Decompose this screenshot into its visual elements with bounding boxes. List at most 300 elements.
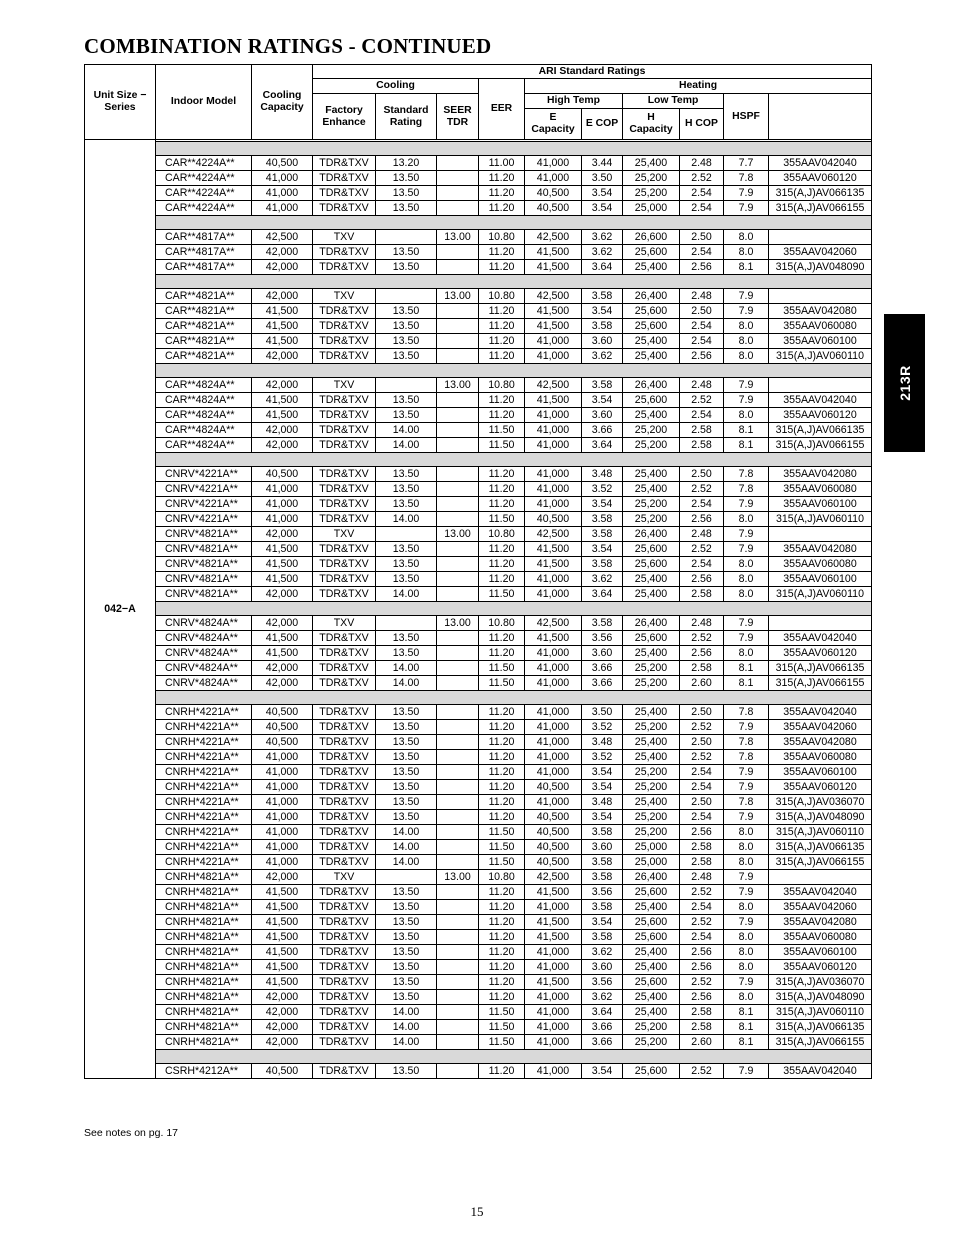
table-row xyxy=(85,900,872,915)
table-row xyxy=(85,467,872,482)
cell-eer: 11.20 xyxy=(479,930,525,945)
cell-e-cop: 3.60 xyxy=(582,408,623,423)
cell-hspf: 7.9 xyxy=(724,378,769,393)
cell-hspf: 7.9 xyxy=(724,393,769,408)
cell-seer-tdr xyxy=(437,334,479,349)
cell-standard-rating: 14.00 xyxy=(376,661,437,676)
cell-indoor-model: CAR**4824A** xyxy=(156,423,252,438)
cell-standard-rating: 13.50 xyxy=(376,572,437,587)
cell-e-capacity: 41,000 xyxy=(525,765,582,780)
cell-indoor-model: CNRH*4821A** xyxy=(156,945,252,960)
cell-h-capacity: 25,600 xyxy=(623,542,680,557)
cell-hspf: 7.9 xyxy=(724,497,769,512)
table-row xyxy=(85,945,872,960)
cell-cooling-capacity: 42,500 xyxy=(252,230,313,245)
cell-e-capacity: 41,000 xyxy=(525,676,582,691)
cell-hspf: 7.9 xyxy=(724,289,769,304)
cell-indoor-model: CAR**4821A** xyxy=(156,304,252,319)
cell-h-cop: 2.58 xyxy=(680,587,724,602)
cell-factory-enhance: TDR&TXV xyxy=(313,245,376,260)
cell-h-cop: 2.54 xyxy=(680,810,724,825)
cell-cooling-capacity: 40,500 xyxy=(252,1064,313,1079)
cell-h-cop: 2.54 xyxy=(680,201,724,216)
cell-h-capacity: 25,000 xyxy=(623,201,680,216)
cell-eer: 10.80 xyxy=(479,378,525,393)
cell-furnace-model xyxy=(769,870,872,885)
cell-eer: 11.20 xyxy=(479,720,525,735)
cell-standard-rating xyxy=(376,230,437,245)
cell-h-capacity: 25,400 xyxy=(623,646,680,661)
cell-eer: 11.20 xyxy=(479,960,525,975)
cell-furnace-model: 315(A,J)AV048090 xyxy=(769,810,872,825)
cell-indoor-model: CSRH*4212A** xyxy=(156,1064,252,1079)
cell-indoor-model: CAR**4824A** xyxy=(156,393,252,408)
cell-furnace-model: 355AAV060120 xyxy=(769,960,872,975)
cell-hspf: 8.1 xyxy=(724,1035,769,1050)
cell-cooling-capacity: 41,500 xyxy=(252,572,313,587)
cell-h-cop: 2.48 xyxy=(680,616,724,631)
cell-h-cop: 2.54 xyxy=(680,765,724,780)
table-row xyxy=(85,408,872,423)
cell-h-capacity: 25,200 xyxy=(623,825,680,840)
cell-h-capacity: 25,600 xyxy=(623,319,680,334)
cell-cooling-capacity: 42,000 xyxy=(252,587,313,602)
cell-e-capacity: 42,500 xyxy=(525,289,582,304)
cell-e-capacity: 41,000 xyxy=(525,497,582,512)
cell-hspf: 8.0 xyxy=(724,945,769,960)
cell-h-capacity: 25,400 xyxy=(623,572,680,587)
cell-hspf: 8.1 xyxy=(724,661,769,676)
cell-e-cop: 3.54 xyxy=(582,765,623,780)
cell-h-capacity: 26,400 xyxy=(623,289,680,304)
cell-e-cop: 3.54 xyxy=(582,810,623,825)
cell-eer: 11.20 xyxy=(479,750,525,765)
cell-eer: 11.50 xyxy=(479,1035,525,1050)
cell-h-cop: 2.54 xyxy=(680,557,724,572)
cell-cooling-capacity: 42,000 xyxy=(252,289,313,304)
cell-indoor-model: CNRH*4821A** xyxy=(156,975,252,990)
cell-standard-rating: 13.50 xyxy=(376,304,437,319)
cell-standard-rating: 13.50 xyxy=(376,900,437,915)
cell-factory-enhance: TXV xyxy=(313,616,376,631)
cell-standard-rating: 13.50 xyxy=(376,646,437,661)
cell-e-cop: 3.56 xyxy=(582,975,623,990)
cell-e-capacity: 40,500 xyxy=(525,186,582,201)
cell-factory-enhance: TDR&TXV xyxy=(313,631,376,646)
cell-seer-tdr xyxy=(437,795,479,810)
page-title: COMBINATION RATINGS - CONTINUED xyxy=(84,34,492,58)
cell-hspf: 7.9 xyxy=(724,810,769,825)
cell-furnace-model: 355AAV060120 xyxy=(769,408,872,423)
cell-seer-tdr xyxy=(437,661,479,676)
cell-standard-rating: 13.50 xyxy=(376,334,437,349)
cell-e-cop: 3.66 xyxy=(582,676,623,691)
cell-standard-rating: 13.50 xyxy=(376,631,437,646)
cell-e-capacity: 41,500 xyxy=(525,631,582,646)
cell-indoor-model: CAR**4224A** xyxy=(156,201,252,216)
cell-eer: 11.20 xyxy=(479,765,525,780)
cell-h-capacity: 25,400 xyxy=(623,587,680,602)
cell-factory-enhance: TXV xyxy=(313,230,376,245)
cell-furnace-model: 355AAV042040 xyxy=(769,393,872,408)
table-row xyxy=(85,438,872,453)
cell-indoor-model: CNRH*4221A** xyxy=(156,825,252,840)
cell-seer-tdr xyxy=(437,245,479,260)
cell-e-capacity: 40,500 xyxy=(525,855,582,870)
notes-reference: See notes on pg. 17 xyxy=(84,1127,178,1139)
table-row xyxy=(85,289,872,304)
cell-h-cop: 2.58 xyxy=(680,855,724,870)
cell-cooling-capacity: 41,000 xyxy=(252,840,313,855)
cell-e-capacity: 41,500 xyxy=(525,245,582,260)
table-row xyxy=(85,705,872,720)
cell-standard-rating: 13.20 xyxy=(376,156,437,171)
cell-hspf: 7.9 xyxy=(724,720,769,735)
cell-factory-enhance: TDR&TXV xyxy=(313,349,376,364)
table-row xyxy=(85,304,872,319)
cell-factory-enhance: TDR&TXV xyxy=(313,1064,376,1079)
cell-indoor-model: CNRV*4221A** xyxy=(156,482,252,497)
section-tab-label: 213R xyxy=(896,365,913,401)
cell-seer-tdr xyxy=(437,720,479,735)
cell-h-capacity: 25,200 xyxy=(623,720,680,735)
cell-cooling-capacity: 41,500 xyxy=(252,945,313,960)
cell-hspf: 8.0 xyxy=(724,557,769,572)
cell-eer: 11.20 xyxy=(479,482,525,497)
cell-e-capacity: 40,500 xyxy=(525,810,582,825)
cell-hspf: 7.8 xyxy=(724,171,769,186)
cell-furnace-model: 355AAV060120 xyxy=(769,646,872,661)
cell-seer-tdr: 13.00 xyxy=(437,527,479,542)
cell-hspf: 7.9 xyxy=(724,201,769,216)
cell-standard-rating: 13.50 xyxy=(376,960,437,975)
cell-hspf: 7.9 xyxy=(724,765,769,780)
cell-e-capacity: 41,500 xyxy=(525,304,582,319)
cell-indoor-model: CNRH*4821A** xyxy=(156,915,252,930)
cell-factory-enhance: TDR&TXV xyxy=(313,975,376,990)
cell-eer: 11.50 xyxy=(479,512,525,527)
cell-standard-rating: 13.50 xyxy=(376,482,437,497)
cell-e-capacity: 40,500 xyxy=(525,825,582,840)
cell-eer: 11.20 xyxy=(479,334,525,349)
cell-standard-rating xyxy=(376,870,437,885)
cell-eer: 11.20 xyxy=(479,945,525,960)
cell-e-cop: 3.58 xyxy=(582,825,623,840)
header-factory-enhance: Factory Enhance xyxy=(313,94,376,140)
cell-hspf: 8.1 xyxy=(724,676,769,691)
cell-h-capacity: 25,200 xyxy=(623,1020,680,1035)
cell-indoor-model: CNRV*4221A** xyxy=(156,512,252,527)
cell-e-capacity: 41,000 xyxy=(525,467,582,482)
table-row xyxy=(85,201,872,216)
cell-cooling-capacity: 42,000 xyxy=(252,990,313,1005)
cell-e-capacity: 41,000 xyxy=(525,990,582,1005)
cell-hspf: 8.0 xyxy=(724,512,769,527)
cell-e-cop: 3.54 xyxy=(582,201,623,216)
cell-furnace-model: 355AAV042040 xyxy=(769,156,872,171)
table-row xyxy=(85,260,872,275)
cell-cooling-capacity: 41,000 xyxy=(252,482,313,497)
cell-h-cop: 2.58 xyxy=(680,1020,724,1035)
cell-e-capacity: 41,500 xyxy=(525,915,582,930)
cell-h-capacity: 25,200 xyxy=(623,661,680,676)
cell-seer-tdr xyxy=(437,676,479,691)
cell-eer: 11.20 xyxy=(479,245,525,260)
cell-factory-enhance: TXV xyxy=(313,527,376,542)
cell-h-capacity: 25,000 xyxy=(623,840,680,855)
cell-standard-rating: 14.00 xyxy=(376,855,437,870)
cell-factory-enhance: TDR&TXV xyxy=(313,482,376,497)
cell-eer: 11.50 xyxy=(479,423,525,438)
cell-factory-enhance: TDR&TXV xyxy=(313,765,376,780)
cell-factory-enhance: TDR&TXV xyxy=(313,393,376,408)
cell-eer: 11.20 xyxy=(479,304,525,319)
cell-standard-rating: 14.00 xyxy=(376,512,437,527)
cell-e-cop: 3.64 xyxy=(582,587,623,602)
cell-indoor-model: CNRV*4824A** xyxy=(156,661,252,676)
header-low-temp: Low Temp xyxy=(623,94,724,109)
cell-e-cop: 3.58 xyxy=(582,855,623,870)
cell-cooling-capacity: 41,500 xyxy=(252,900,313,915)
cell-e-capacity: 40,500 xyxy=(525,201,582,216)
cell-cooling-capacity: 40,500 xyxy=(252,705,313,720)
cell-seer-tdr xyxy=(437,1064,479,1079)
cell-eer: 11.20 xyxy=(479,186,525,201)
cell-e-cop: 3.54 xyxy=(582,304,623,319)
cell-standard-rating: 13.50 xyxy=(376,975,437,990)
cell-h-capacity: 25,400 xyxy=(623,705,680,720)
cell-standard-rating: 13.50 xyxy=(376,245,437,260)
cell-e-cop: 3.48 xyxy=(582,467,623,482)
cell-standard-rating: 13.50 xyxy=(376,557,437,572)
cell-eer: 11.50 xyxy=(479,1020,525,1035)
cell-cooling-capacity: 41,500 xyxy=(252,975,313,990)
cell-h-capacity: 25,400 xyxy=(623,260,680,275)
cell-seer-tdr xyxy=(437,930,479,945)
cell-e-capacity: 41,500 xyxy=(525,393,582,408)
cell-furnace-model: 315(A,J)AV066155 xyxy=(769,201,872,216)
cell-e-cop: 3.60 xyxy=(582,840,623,855)
cell-h-cop: 2.56 xyxy=(680,960,724,975)
cell-h-capacity: 25,600 xyxy=(623,975,680,990)
cell-h-cop: 2.52 xyxy=(680,542,724,557)
cell-h-cop: 2.50 xyxy=(680,230,724,245)
cell-cooling-capacity: 41,500 xyxy=(252,930,313,945)
cell-seer-tdr xyxy=(437,467,479,482)
cell-h-cop: 2.54 xyxy=(680,930,724,945)
cell-furnace-model: 355AAV060080 xyxy=(769,750,872,765)
table-row xyxy=(85,1005,872,1020)
cell-cooling-capacity: 41,500 xyxy=(252,334,313,349)
cell-standard-rating: 13.50 xyxy=(376,467,437,482)
cell-hspf: 8.0 xyxy=(724,319,769,334)
cell-h-capacity: 25,400 xyxy=(623,408,680,423)
table-row xyxy=(85,646,872,661)
cell-furnace-model: 355AAV042060 xyxy=(769,720,872,735)
cell-hspf: 7.9 xyxy=(724,542,769,557)
cell-furnace-model: 355AAV042040 xyxy=(769,885,872,900)
cell-eer: 10.80 xyxy=(479,616,525,631)
cell-hspf: 7.7 xyxy=(724,156,769,171)
cell-standard-rating: 13.50 xyxy=(376,201,437,216)
cell-h-cop: 2.52 xyxy=(680,975,724,990)
cell-h-capacity: 25,600 xyxy=(623,245,680,260)
table-row xyxy=(85,915,872,930)
cell-e-cop: 3.48 xyxy=(582,735,623,750)
cell-cooling-capacity: 41,500 xyxy=(252,885,313,900)
cell-seer-tdr xyxy=(437,900,479,915)
cell-hspf: 8.0 xyxy=(724,572,769,587)
cell-h-cop: 2.58 xyxy=(680,1005,724,1020)
cell-hspf: 8.1 xyxy=(724,423,769,438)
cell-standard-rating xyxy=(376,378,437,393)
cell-h-cop: 2.48 xyxy=(680,527,724,542)
cell-h-capacity: 25,600 xyxy=(623,930,680,945)
table-row xyxy=(85,171,872,186)
cell-e-capacity: 40,500 xyxy=(525,840,582,855)
cell-indoor-model: CNRV*4821A** xyxy=(156,557,252,572)
cell-e-cop: 3.54 xyxy=(582,915,623,930)
cell-h-capacity: 25,400 xyxy=(623,467,680,482)
cell-h-capacity: 25,400 xyxy=(623,156,680,171)
cell-h-cop: 2.52 xyxy=(680,915,724,930)
cell-h-cop: 2.50 xyxy=(680,735,724,750)
table-row xyxy=(85,378,872,393)
cell-e-cop: 3.52 xyxy=(582,720,623,735)
table-row xyxy=(85,870,872,885)
table-row xyxy=(85,319,872,334)
cell-e-capacity: 41,000 xyxy=(525,960,582,975)
cell-e-cop: 3.64 xyxy=(582,260,623,275)
cell-e-cop: 3.58 xyxy=(582,378,623,393)
cell-e-capacity: 41,000 xyxy=(525,438,582,453)
section-tab xyxy=(884,314,925,452)
cell-cooling-capacity: 41,000 xyxy=(252,780,313,795)
cell-e-capacity: 41,000 xyxy=(525,795,582,810)
cell-eer: 10.80 xyxy=(479,230,525,245)
cell-cooling-capacity: 42,000 xyxy=(252,870,313,885)
table-row xyxy=(85,990,872,1005)
cell-h-cop: 2.56 xyxy=(680,990,724,1005)
cell-hspf: 8.1 xyxy=(724,260,769,275)
cell-indoor-model: CAR**4821A** xyxy=(156,319,252,334)
cell-cooling-capacity: 42,000 xyxy=(252,661,313,676)
cell-eer: 11.20 xyxy=(479,542,525,557)
cell-factory-enhance: TDR&TXV xyxy=(313,780,376,795)
cell-factory-enhance: TDR&TXV xyxy=(313,945,376,960)
cell-standard-rating: 13.50 xyxy=(376,810,437,825)
cell-standard-rating: 13.50 xyxy=(376,780,437,795)
cell-furnace-model: 315(A,J)AV066155 xyxy=(769,1035,872,1050)
cell-h-capacity: 25,600 xyxy=(623,557,680,572)
cell-h-capacity: 25,400 xyxy=(623,795,680,810)
cell-factory-enhance: TDR&TXV xyxy=(313,990,376,1005)
cell-eer: 10.80 xyxy=(479,527,525,542)
cell-hspf: 8.0 xyxy=(724,855,769,870)
cell-e-cop: 3.54 xyxy=(582,186,623,201)
cell-e-capacity: 41,500 xyxy=(525,542,582,557)
cell-eer: 11.20 xyxy=(479,260,525,275)
cell-h-cop: 2.56 xyxy=(680,512,724,527)
group-separator xyxy=(85,275,872,289)
cell-hspf: 8.0 xyxy=(724,245,769,260)
cell-e-cop: 3.54 xyxy=(582,780,623,795)
cell-factory-enhance: TDR&TXV xyxy=(313,319,376,334)
cell-seer-tdr xyxy=(437,975,479,990)
header-e-cop: E COP xyxy=(582,109,623,140)
cell-seer-tdr xyxy=(437,319,479,334)
cell-e-capacity: 41,000 xyxy=(525,1005,582,1020)
cell-furnace-model: 315(A,J)AV060110 xyxy=(769,1005,872,1020)
cell-e-cop: 3.58 xyxy=(582,527,623,542)
cell-cooling-capacity: 42,000 xyxy=(252,245,313,260)
cell-factory-enhance: TDR&TXV xyxy=(313,186,376,201)
table-row xyxy=(85,497,872,512)
cell-e-capacity: 41,500 xyxy=(525,319,582,334)
cell-h-capacity: 25,200 xyxy=(623,423,680,438)
cell-seer-tdr xyxy=(437,201,479,216)
cell-factory-enhance: TDR&TXV xyxy=(313,423,376,438)
cell-seer-tdr xyxy=(437,542,479,557)
cell-cooling-capacity: 40,500 xyxy=(252,735,313,750)
cell-e-capacity: 41,000 xyxy=(525,720,582,735)
cell-e-cop: 3.44 xyxy=(582,156,623,171)
cell-h-capacity: 25,600 xyxy=(623,915,680,930)
cell-factory-enhance: TDR&TXV xyxy=(313,930,376,945)
cell-indoor-model: CNRV*4821A** xyxy=(156,527,252,542)
cell-standard-rating: 13.50 xyxy=(376,1064,437,1079)
cell-h-cop: 2.54 xyxy=(680,408,724,423)
cell-h-capacity: 25,200 xyxy=(623,810,680,825)
table-row xyxy=(85,542,872,557)
cell-eer: 11.20 xyxy=(479,885,525,900)
cell-e-cop: 3.58 xyxy=(582,900,623,915)
cell-factory-enhance: TDR&TXV xyxy=(313,840,376,855)
cell-furnace-model: 315(A,J)AV066135 xyxy=(769,186,872,201)
cell-e-cop: 3.64 xyxy=(582,438,623,453)
cell-h-cop: 2.56 xyxy=(680,646,724,661)
cell-standard-rating: 13.50 xyxy=(376,915,437,930)
cell-eer: 10.80 xyxy=(479,289,525,304)
cell-hspf: 7.8 xyxy=(724,735,769,750)
cell-e-cop: 3.56 xyxy=(582,631,623,646)
cell-e-capacity: 41,500 xyxy=(525,930,582,945)
cell-e-capacity: 41,000 xyxy=(525,334,582,349)
cell-e-cop: 3.48 xyxy=(582,795,623,810)
cell-seer-tdr xyxy=(437,810,479,825)
cell-eer: 11.50 xyxy=(479,840,525,855)
table-row xyxy=(85,423,872,438)
cell-h-capacity: 25,400 xyxy=(623,750,680,765)
cell-indoor-model: CAR**4824A** xyxy=(156,438,252,453)
cell-factory-enhance: TDR&TXV xyxy=(313,1005,376,1020)
cell-h-cop: 2.48 xyxy=(680,378,724,393)
header-heating: Heating xyxy=(525,79,872,94)
cell-indoor-model: CNRH*4221A** xyxy=(156,840,252,855)
cell-e-cop: 3.58 xyxy=(582,557,623,572)
cell-eer: 10.80 xyxy=(479,870,525,885)
cell-h-capacity: 26,600 xyxy=(623,230,680,245)
cell-eer: 11.20 xyxy=(479,631,525,646)
cell-e-capacity: 41,500 xyxy=(525,975,582,990)
cell-indoor-model: CNRH*4821A** xyxy=(156,1035,252,1050)
cell-furnace-model: 355AAV042080 xyxy=(769,467,872,482)
cell-hspf: 7.9 xyxy=(724,885,769,900)
cell-hspf: 7.9 xyxy=(724,870,769,885)
cell-e-capacity: 42,500 xyxy=(525,616,582,631)
cell-e-cop: 3.52 xyxy=(582,750,623,765)
cell-hspf: 8.1 xyxy=(724,1020,769,1035)
